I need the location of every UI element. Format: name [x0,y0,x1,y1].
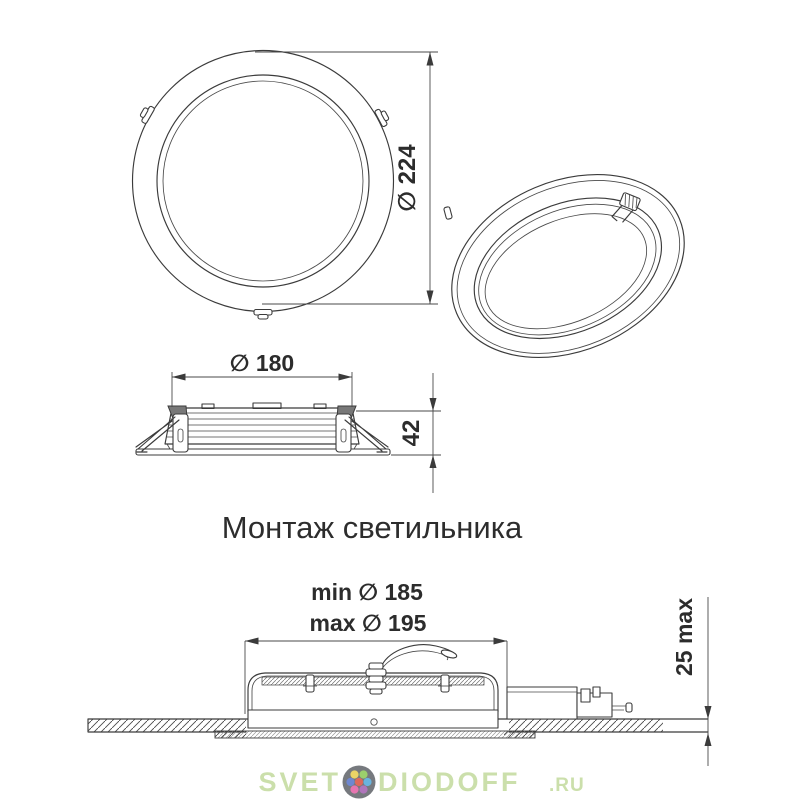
cutout-min-label: min ∅ 185 [311,579,423,605]
arrow-up-icon [705,733,712,746]
front-lens-edge [163,81,363,281]
front-outer-rim [133,51,394,312]
cable-loop [381,645,458,670]
arrow-up-icon [430,455,437,468]
front-inner-rim [157,75,369,287]
front-clip-bottom [254,310,272,320]
side-diameter-label: ∅ 180 [229,350,295,376]
ceiling-thickness-dimension [671,597,712,766]
arrow-down-icon [705,706,712,719]
arrow-right-icon [339,374,353,381]
front-clip-upper-right [374,107,391,127]
side-view [136,350,441,493]
arrow-left-icon [172,374,186,381]
perspective-view [423,140,712,391]
ceiling-thickness-label: 25 max [671,597,697,677]
mounting-title: Монтаж светильника [221,510,523,545]
cable-grommet [366,663,386,694]
driver-box [507,687,632,719]
perspective-outer-rim [423,140,712,391]
perspective-spring-clip [611,192,640,226]
side-height-label: 42 [398,419,425,447]
watermark [258,766,584,799]
watermark-text-left: SVET [258,767,341,797]
cutout-max-label: max ∅ 195 [309,610,427,636]
arrow-right-icon [494,638,508,645]
side-clip-right [336,406,388,452]
perspective-lens [468,191,664,351]
arrow-up-icon [427,52,434,66]
side-clip-left [136,406,188,452]
arrow-down-icon [427,291,434,305]
front-diameter-dimension [255,52,438,304]
front-diameter-label: ∅ 224 [394,144,421,212]
front-view [133,51,439,320]
perspective-inner-rim [453,171,683,365]
arrow-down-icon [430,398,437,411]
arrow-left-icon [245,638,259,645]
perspective-clip-left [444,206,453,219]
watermark-text-right: DIODOFF [378,767,521,797]
side-diameter-dimension [172,350,352,407]
mounting-view [88,510,712,766]
watermark-logo-icon [343,766,376,799]
mounted-luminaire [215,645,535,738]
front-clip-upper-left [138,104,155,124]
trim-flange [215,731,535,738]
watermark-text-tld: .RU [549,775,585,796]
